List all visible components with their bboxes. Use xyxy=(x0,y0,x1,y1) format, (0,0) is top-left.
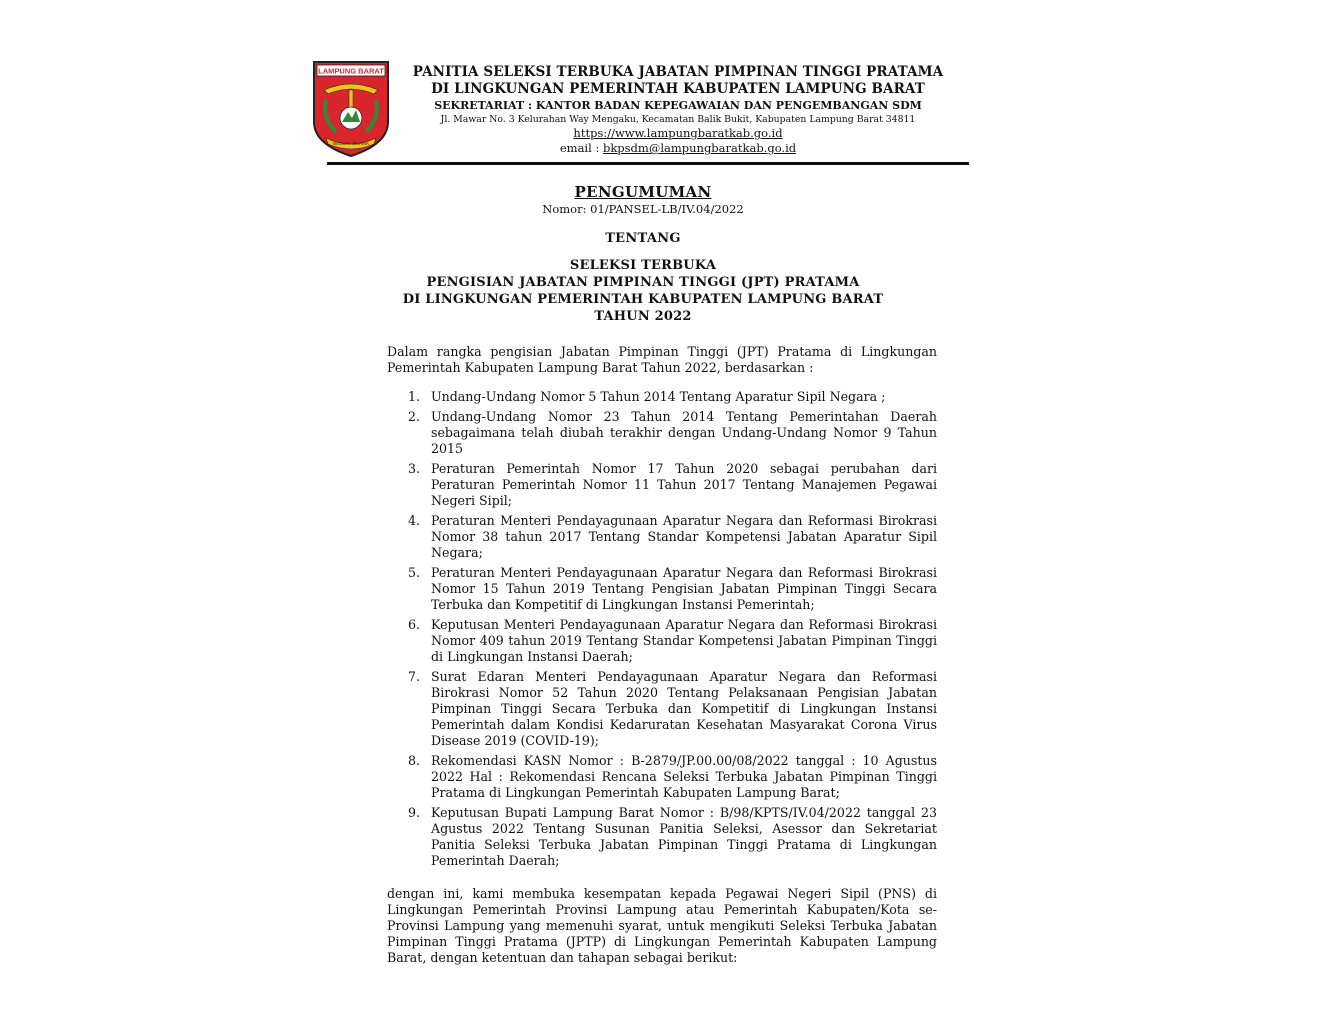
list-number: 8. xyxy=(408,753,421,768)
letterhead-line2: DI LINGKUNGAN PEMERINTAH KABUPATEN LAMPUNG BARAT xyxy=(431,81,925,97)
logo-banner-text: LAMPUNG BARAT xyxy=(318,66,384,76)
list-text: Peraturan Menteri Pendayagunaan Aparatur Negara dan Reformasi Birokrasi Nomor 15 Tahun 2019 Tentang Pengisian Jabatan Pimpinan Tinggi Secara Terbuka dan Kompetitif di Lingkungan Instansi Pemerintah; xyxy=(431,565,937,612)
letterhead-secretariat: SEKRETARIAT : KANTOR BADAN KEPEGAWAIAN DAN PENGEMBANGAN SDM xyxy=(434,99,922,112)
list-item xyxy=(387,389,937,405)
tentang-heading: TENTANG xyxy=(605,231,681,246)
list-item xyxy=(387,409,937,457)
document-heading: PENGUMUMAN xyxy=(574,183,712,201)
subject-title xyxy=(343,257,943,325)
lampung-barat-emblem-icon xyxy=(312,60,390,158)
list-number: 9. xyxy=(408,805,421,820)
list-number: 1. xyxy=(408,389,421,404)
document-number: Nomor: 01/PANSEL-LB/IV.04/2022 xyxy=(542,202,744,216)
list-text: Rekomendasi KASN Nomor : B-2879/JP.00.00/08/2022 tanggal : 10 Agustus 2022 Hal : Rekomendasi Rencana Seleksi Terbuka Jabatan Pimpinan Tinggi Pratama di Lingkungan Pemerintah Kabupaten Lampung Barat; xyxy=(431,753,937,800)
list-item xyxy=(387,513,937,561)
list-item xyxy=(387,669,937,749)
list-number: 5. xyxy=(408,565,421,580)
subject-line4: TAHUN 2022 xyxy=(594,309,692,324)
email-label: email : xyxy=(559,141,603,155)
closing-paragraph: dengan ini, kami membuka kesempatan kepada Pegawai Negeri Sipil (PNS) di Lingkungan Pemerintah Provinsi Lampung atau Pemerintah Kabupaten/Kota se-Provinsi Lampung yang memenuhi syarat, untuk mengikuti Seleksi Terbuka Jabatan Pimpinan Tinggi Pratama (JPTP) di Lingkungan Pemerintah Kabupaten Lampung Barat, dengan ketentuan dan tahapan sebagai berikut: xyxy=(387,886,937,965)
list-number: 4. xyxy=(408,513,421,528)
intro-paragraph: Dalam rangka pengisian Jabatan Pimpinan Tinggi (JPT) Pratama di Lingkungan Pemerintah Kabupaten Lampung Barat Tahun 2022, berdasarkan : xyxy=(387,344,937,375)
website-link[interactable]: https://www.lampungbaratkab.go.id xyxy=(573,126,783,140)
letterhead-address: Jl. Mawar No. 3 Kelurahan Way Mengaku, Kecamatan Balik Bukit, Kabupaten Lampung Barat 34811 xyxy=(440,114,916,125)
list-number: 2. xyxy=(408,409,421,424)
letterhead xyxy=(395,64,961,156)
letterhead-divider xyxy=(327,162,969,165)
list-text: Keputusan Bupati Lampung Barat Nomor : B/98/KPTS/IV.04/2022 tanggal 23 Agustus 2022 Tentang Susunan Panitia Seleksi, Asessor dan Sekretariat Panitia Seleksi Terbuka Jabatan Pimpinan Tinggi Pratama di Lingkungan Pemerintah Daerah; xyxy=(431,805,937,868)
list-text: Keputusan Menteri Pendayagunaan Aparatur Negara dan Reformasi Birokrasi Nomor 409 tahun 2019 Tentang Standar Kompetensi Jabatan Pimpinan Tinggi di Lingkungan Instansi Daerah; xyxy=(431,617,937,664)
legal-basis-list xyxy=(387,389,937,873)
letterhead-line1: PANITIA SELEKSI TERBUKA JABATAN PIMPINAN TINGGI PRATAMA xyxy=(412,64,944,80)
subject-line3: DI LINGKUNGAN PEMERINTAH KABUPATEN LAMPUNG BARAT xyxy=(402,292,884,307)
subject-line2: PENGISIAN JABATAN PIMPINAN TINGGI (JPT) PRATAMA xyxy=(426,275,860,290)
list-item xyxy=(387,753,937,801)
list-text: Undang-Undang Nomor 5 Tahun 2014 Tentang Aparatur Sipil Negara ; xyxy=(431,389,886,404)
list-number: 6. xyxy=(408,617,421,632)
list-number: 7. xyxy=(408,669,421,684)
list-item xyxy=(387,805,937,869)
list-text: Surat Edaran Menteri Pendayagunaan Aparatur Negara dan Reformasi Birokrasi Nomor 52 Tahun 2020 Tentang Pelaksanaan Pengisian Jabatan Pimpinan Tinggi Secara Terbuka dan Kompetitif di Lingkungan Instansi Pemerintah dalam Kondisi Kedaruratan Kesehatan Masyarakat Corona Virus Disease 2019 (COVID-19); xyxy=(431,669,937,748)
list-text: Peraturan Pemerintah Nomor 17 Tahun 2020 sebagai perubahan dari Peraturan Pemerintah Nomor 11 Tahun 2017 Tentang Manajemen Pegawai Negeri Sipil; xyxy=(431,461,937,508)
list-item xyxy=(387,461,937,509)
list-text: Peraturan Menteri Pendayagunaan Aparatur Negara dan Reformasi Birokrasi Nomor 38 tahun 2017 Tentang Standar Kompetensi Jabatan Aparatur Sipil Negara; xyxy=(431,513,937,560)
list-text: Undang-Undang Nomor 23 Tahun 2014 Tentang Pemerintahan Daerah sebagaimana telah diubah terakhir dengan Undang-Undang Nomor 9 Tahun 2015 xyxy=(431,409,937,456)
list-item xyxy=(387,617,937,665)
email-link[interactable]: bkpsdm@lampungbaratkab.go.id xyxy=(602,141,797,155)
list-number: 3. xyxy=(408,461,421,476)
logo-motto-text: BEGUAI JEJAMA xyxy=(333,141,369,146)
list-item xyxy=(387,565,937,613)
subject-line1: SELEKSI TERBUKA xyxy=(569,258,717,273)
